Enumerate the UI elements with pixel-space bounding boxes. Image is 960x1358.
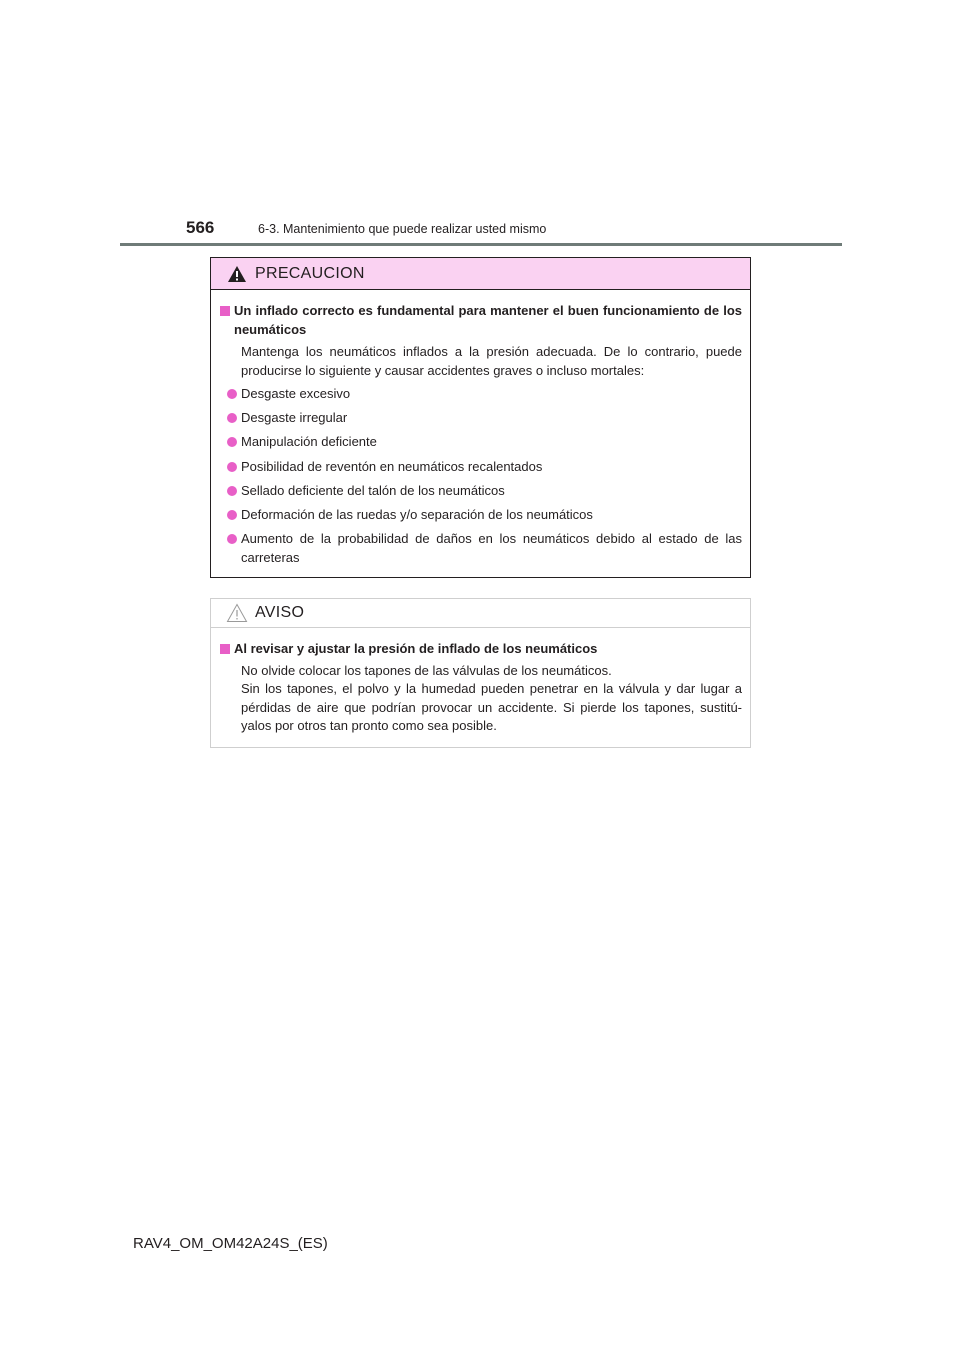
caution-list (219, 385, 742, 567)
caution-body (211, 290, 750, 567)
list-item: Sellado deficiente del talón de los neumáticos (219, 482, 742, 501)
notice-line-1: No olvide colocar los tapones de las válvulas de los neumáticos. (241, 662, 612, 678)
list-item: Desgaste irregular (219, 409, 742, 428)
warning-triangle-filled-icon (227, 265, 247, 283)
caution-title: PRECAUCION (255, 265, 365, 282)
circle-bullet-icon (227, 534, 237, 544)
list-item: Deformación de las ruedas y/o separación de los neumáticos (219, 506, 742, 525)
circle-bullet-icon (227, 486, 237, 496)
caution-heading-text: Un inflado correcto es fundamental para mantener el buen funcionamiento de los neumáticos (234, 303, 742, 337)
circle-bullet-icon (227, 510, 237, 520)
square-bullet-icon (220, 644, 230, 654)
page-number: 566 (186, 218, 215, 237)
notice-heading-text: Al revisar y ajustar la presión de inflado de los neumáticos (234, 641, 598, 656)
notice-body (211, 628, 750, 736)
caution-header (211, 258, 750, 290)
caution-paragraph: Mantenga los neumáticos inflados a la presión adecuada. De lo contrario, puede producirse lo siguiente y causar accidentes graves o incluso mortales: (241, 344, 742, 378)
square-bullet-icon (220, 306, 230, 316)
list-item: Aumento de la probabilidad de daños en los neumáticos debido al estado de las carreteras (219, 530, 742, 567)
section-title: 6-3. Mantenimiento que puede realizar usted mismo (258, 222, 547, 236)
notice-line-2: Sin los tapones, el polvo y la humedad pueden penetrar en la válvula y dar lugar a pérdidas de aire que podrían provocar un accidente. Si pierde los tapones, sustitú-yalos por otros tan pronto como sea posible. (241, 681, 742, 733)
notice-header (211, 599, 750, 628)
circle-bullet-icon (227, 437, 237, 447)
circle-bullet-icon (227, 389, 237, 399)
caution-heading (219, 302, 742, 339)
list-item: Desgaste excesivo (219, 385, 742, 404)
warning-triangle-outline-icon (226, 603, 248, 623)
notice-heading (219, 640, 742, 659)
list-item: Manipulación deficiente (219, 433, 742, 452)
document-code: RAV4_OM_OM42A24S_(ES) (133, 1235, 328, 1252)
list-item: Posibilidad de reventón en neumáticos recalentados (219, 458, 742, 477)
notice-title: AVISO (255, 604, 305, 621)
caution-box (210, 257, 751, 578)
circle-bullet-icon (227, 462, 237, 472)
notice-box (210, 598, 751, 748)
circle-bullet-icon (227, 413, 237, 423)
header-rule (120, 243, 842, 246)
